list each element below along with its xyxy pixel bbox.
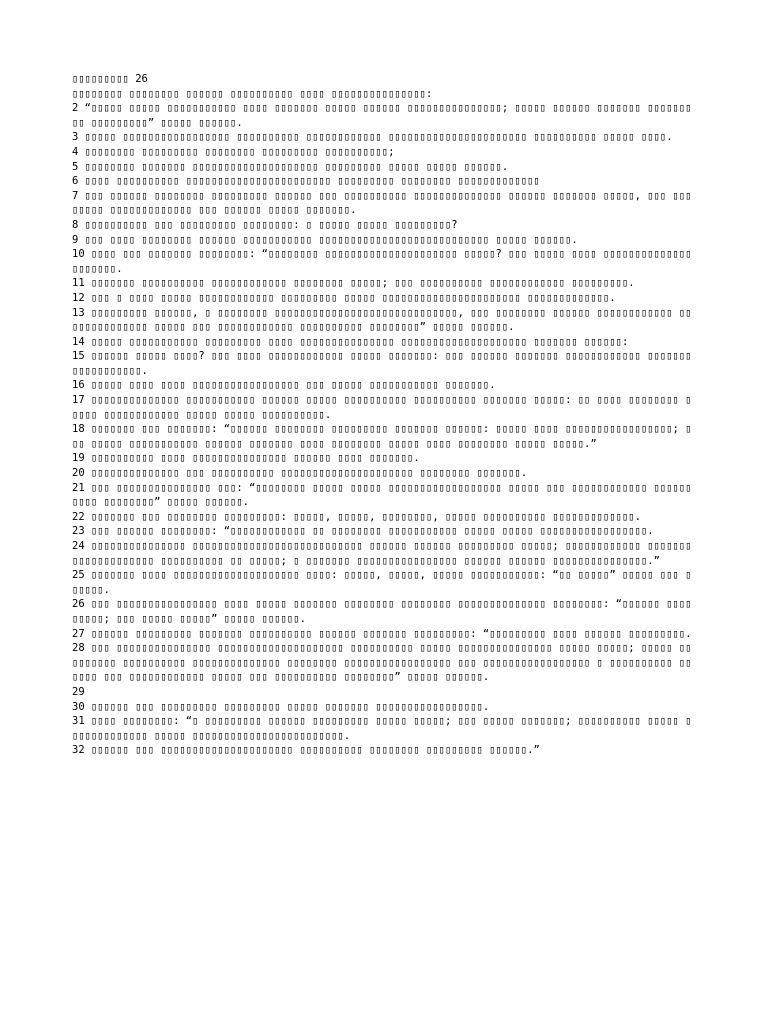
verse-line: 24 ▯▯▯▯▯▯▯▯▯▯▯▯▯▯▯ ▯▯▯▯▯▯▯▯▯▯▯▯▯▯▯▯▯▯▯▯▯▯▯▯▯▯▯ ▯▯▯▯▯▯ ▯▯▯▯▯▯ ▯▯▯▯▯▯▯▯▯ ▯▯▯▯▯; ▯▯▯▯▯▯▯▯▯▯▯▯ ▯▯▯▯▯▯▯▯▯▯▯▯▯▯▯▯▯▯▯▯ ▯▯▯▯▯▯▯▯▯▯ ▯▯ ▯▯▯▯▯; ▯ ▯▯▯▯▯▯▯ ▯▯▯▯▯▯▯▯▯▯▯▯▯▯▯▯ ▯▯▯▯▯▯ ▯▯▯▯▯▯ ▯▯▯▯▯▯▯▯▯▯▯▯▯▯▯.” <box>72 540 692 567</box>
verse-line: 18 ▯▯▯▯▯▯▯ ▯▯▯ ▯▯▯▯▯▯▯: “▯▯▯▯▯▯ ▯▯▯▯▯▯▯▯ ▯▯▯▯▯▯▯▯▯ ▯▯▯▯▯▯▯ ▯▯▯▯▯▯: ▯▯▯▯▯ ▯▯▯▯ ▯▯▯▯▯▯▯▯▯▯▯▯▯▯▯▯▯; ▯▯▯ ▯▯▯▯▯ ▯▯▯▯▯▯▯▯▯▯▯ ▯▯▯▯▯▯ ▯▯▯▯▯▯▯ ▯▯▯▯ ▯▯▯▯▯▯▯▯ ▯▯▯▯▯ ▯▯▯▯ ▯▯▯▯▯▯▯▯ ▯▯▯▯▯ ▯▯▯▯▯.” <box>72 423 692 450</box>
verse-line: 13 ▯▯▯▯▯▯▯▯▯ ▯▯▯▯▯▯, ▯ ▯▯▯▯▯▯▯▯ ▯▯▯▯▯▯▯▯▯▯▯▯▯▯▯▯▯▯▯▯▯▯▯▯▯▯▯▯▯, ▯▯▯ ▯▯▯▯▯▯▯▯ ▯▯▯▯▯▯ ▯▯▯▯▯▯▯▯▯▯▯▯ ▯▯▯▯▯▯▯▯▯▯▯▯▯▯ ▯▯▯▯▯ ▯▯▯ ▯▯▯▯▯▯▯▯▯▯▯▯ ▯▯▯▯▯▯▯▯▯▯ ▯▯▯▯▯▯▯▯” ▯▯▯▯▯ ▯▯▯▯▯▯. <box>72 306 692 334</box>
chapter-heading: ▯▯▯▯▯▯▯▯▯ 26 <box>72 73 148 85</box>
verse-list <box>72 101 696 758</box>
verse-line: 31 ▯▯▯▯ ▯▯▯▯▯▯▯▯: “▯ ▯▯▯▯▯▯▯▯▯ ▯▯▯▯▯▯ ▯▯▯▯▯▯▯▯▯ ▯▯▯▯▯ ▯▯▯▯▯; ▯▯▯ ▯▯▯▯▯ ▯▯▯▯▯▯▯; ▯▯▯▯▯▯▯▯▯▯ ▯▯▯▯▯ ▯▯▯▯▯▯▯▯▯▯▯▯▯ ▯▯▯▯▯ ▯▯▯▯▯▯▯▯▯▯▯▯▯▯▯▯▯▯▯▯▯▯▯▯. <box>72 715 692 742</box>
verse-line: 14 ▯▯▯▯▯ ▯▯▯▯▯▯▯▯▯▯▯ ▯▯▯▯▯▯▯▯▯ ▯▯▯▯ ▯▯▯▯▯▯▯▯▯▯▯▯▯▯▯ ▯▯▯▯▯▯▯▯▯▯▯▯▯▯▯▯▯▯▯▯ ▯▯▯▯▯▯▯ ▯▯▯▯▯▯: <box>72 335 629 348</box>
verse-line: 12 ▯▯▯ ▯ ▯▯▯▯ ▯▯▯▯▯ ▯▯▯▯▯▯▯▯▯▯▯▯ ▯▯▯▯▯▯▯▯▯ ▯▯▯▯▯ ▯▯▯▯▯▯▯▯▯▯▯▯▯▯▯▯▯▯▯▯▯▯ ▯▯▯▯▯▯▯▯▯▯▯▯▯. <box>72 291 616 304</box>
verse-line: 3 ▯▯▯▯▯ ▯▯▯▯▯▯▯▯▯▯▯▯▯▯▯▯▯ ▯▯▯▯▯▯▯▯▯▯ ▯▯▯▯▯▯▯▯▯▯▯▯ ▯▯▯▯▯▯▯▯▯▯▯▯▯▯▯▯▯▯▯▯▯▯ ▯▯▯▯▯▯▯▯▯▯ ▯▯▯▯▯ ▯▯▯▯. <box>72 131 673 144</box>
verse-line: 4 ▯▯▯▯▯▯▯▯ ▯▯▯▯▯▯▯▯▯ ▯▯▯▯▯▯▯▯ ▯▯▯▯▯▯▯▯▯ ▯▯▯▯▯▯▯▯▯▯; <box>72 145 395 158</box>
verse-line: 8 ▯▯▯▯▯▯▯▯▯▯ ▯▯▯ ▯▯▯▯▯▯▯▯▯ ▯▯▯▯▯▯▯▯: ▯ ▯▯▯▯▯ ▯▯▯▯▯ ▯▯▯▯▯▯▯▯▯? <box>72 218 458 231</box>
verse-line: 15 ▯▯▯▯▯▯ ▯▯▯▯▯ ▯▯▯▯? ▯▯▯ ▯▯▯▯ ▯▯▯▯▯▯▯▯▯▯▯▯ ▯▯▯▯▯ ▯▯▯▯▯▯▯: ▯▯▯ ▯▯▯▯▯▯ ▯▯▯▯▯▯▯ ▯▯▯▯▯▯▯▯▯▯▯▯ ▯▯▯▯▯▯▯▯▯▯▯▯▯▯▯▯▯▯. <box>72 350 692 377</box>
intro-line: ▯▯▯▯▯▯▯▯ ▯▯▯▯▯▯▯▯ ▯▯▯▯▯▯ ▯▯▯▯▯▯▯▯▯▯ ▯▯▯▯ ▯▯▯▯▯▯▯▯▯▯▯▯▯▯▯: <box>72 87 433 100</box>
verse-line: 21 ▯▯▯ ▯▯▯▯▯▯▯▯▯▯▯▯▯▯▯ ▯▯▯: “▯▯▯▯▯▯▯▯ ▯▯▯▯▯ ▯▯▯▯▯ ▯▯▯▯▯▯▯▯▯▯▯▯▯▯▯▯▯▯ ▯▯▯▯▯ ▯▯▯ ▯▯▯▯▯▯▯▯▯▯▯▯ ▯▯▯▯▯▯▯▯▯▯ ▯▯▯▯▯▯▯▯” ▯▯▯▯▯ ▯▯▯▯▯▯. <box>72 481 692 509</box>
document-page <box>72 72 696 758</box>
verse-line: 19 ▯▯▯▯▯▯▯▯▯▯ ▯▯▯▯ ▯▯▯▯▯▯▯▯▯▯▯▯▯▯▯ ▯▯▯▯▯▯ ▯▯▯▯ ▯▯▯▯▯▯▯. <box>72 452 420 465</box>
verse-line: 23 ▯▯▯ ▯▯▯▯▯▯ ▯▯▯▯▯▯▯▯: “▯▯▯▯▯▯▯▯▯▯▯▯ ▯▯ ▯▯▯▯▯▯▯▯ ▯▯▯▯▯▯▯▯▯▯▯ ▯▯▯▯▯ ▯▯▯▯▯ ▯▯▯▯▯▯▯▯▯▯▯▯▯▯▯▯▯. <box>72 525 654 538</box>
verse-line: 2 “▯▯▯▯▯ ▯▯▯▯▯ ▯▯▯▯▯▯▯▯▯▯▯ ▯▯▯▯ ▯▯▯▯▯▯▯ ▯▯▯▯▯ ▯▯▯▯▯▯ ▯▯▯▯▯▯▯▯▯▯▯▯▯▯▯; ▯▯▯▯▯ ▯▯▯▯▯▯ ▯▯▯▯▯▯▯ ▯▯▯▯▯▯▯▯▯ ▯▯▯▯▯▯▯▯▯” ▯▯▯▯▯ ▯▯▯▯▯▯. <box>72 102 692 129</box>
verse-line: 32 ▯▯▯▯▯▯ ▯▯▯ ▯▯▯▯▯▯▯▯▯▯▯▯▯▯▯▯▯▯▯▯▯ ▯▯▯▯▯▯▯▯▯▯ ▯▯▯▯▯▯▯▯ ▯▯▯▯▯▯▯▯▯ ▯▯▯▯▯▯.” <box>72 744 540 757</box>
verse-line: 20 ▯▯▯▯▯▯▯▯▯▯▯▯▯▯ ▯▯▯ ▯▯▯▯▯▯▯▯▯▯ ▯▯▯▯▯▯▯▯▯▯▯▯▯▯▯▯▯▯▯▯▯ ▯▯▯▯▯▯▯▯ ▯▯▯▯▯▯▯. <box>72 467 528 480</box>
verse-line: 17 ▯▯▯▯▯▯▯▯▯▯▯▯▯▯ ▯▯▯▯▯▯▯▯▯▯▯ ▯▯▯▯▯▯ ▯▯▯▯▯ ▯▯▯▯▯▯▯▯▯▯ ▯▯▯▯▯▯▯▯▯▯ ▯▯▯▯▯▯▯ ▯▯▯▯▯: ▯▯ ▯▯▯▯ ▯▯▯▯▯▯▯▯ ▯▯▯▯▯ ▯▯▯▯▯▯▯▯▯▯▯▯ ▯▯▯▯▯ ▯▯▯▯▯ ▯▯▯▯▯▯▯▯▯▯. <box>72 394 692 421</box>
verse-line: 29 <box>72 685 85 698</box>
verse-line: 6 ▯▯▯▯ ▯▯▯▯▯▯▯▯▯▯ ▯▯▯▯▯▯▯▯▯▯▯▯▯▯▯▯▯▯▯▯▯▯▯ ▯▯▯▯▯▯▯▯▯ ▯▯▯▯▯▯▯▯ ▯▯▯▯▯▯▯▯▯▯▯▯▯ <box>72 175 540 188</box>
verse-line: 26 ▯▯▯ ▯▯▯▯▯▯▯▯▯▯▯▯▯▯▯▯ ▯▯▯▯ ▯▯▯▯▯ ▯▯▯▯▯▯▯ ▯▯▯▯▯▯▯▯ ▯▯▯▯▯▯▯▯ ▯▯▯▯▯▯▯▯▯▯▯▯▯▯ ▯▯▯▯▯▯▯▯: “▯▯▯▯▯▯ ▯▯▯▯▯▯▯▯▯; ▯▯▯ ▯▯▯▯▯ ▯▯▯▯▯” ▯▯▯▯▯ ▯▯▯▯▯▯. <box>72 598 692 625</box>
verse-line: 22 ▯▯▯▯▯▯▯ ▯▯▯ ▯▯▯▯▯▯▯▯ ▯▯▯▯▯▯▯▯▯: ▯▯▯▯▯, ▯▯▯▯▯, ▯▯▯▯▯▯▯▯, ▯▯▯▯▯ ▯▯▯▯▯▯▯▯▯▯ ▯▯▯▯▯▯▯▯▯▯▯▯▯. <box>72 510 641 523</box>
verse-line: 7 ▯▯▯ ▯▯▯▯▯▯ ▯▯▯▯▯▯▯▯ ▯▯▯▯▯▯▯▯▯ ▯▯▯▯▯▯ ▯▯▯ ▯▯▯▯▯▯▯▯▯▯ ▯▯▯▯▯▯▯▯▯▯▯▯▯▯ ▯▯▯▯▯▯ ▯▯▯▯▯▯▯ ▯▯▯▯▯, ▯▯▯ ▯▯▯▯▯▯▯▯ ▯▯▯▯▯▯▯▯▯▯▯▯▯ ▯▯▯ ▯▯▯▯▯▯ ▯▯▯▯▯ ▯▯▯▯▯▯▯. <box>72 189 692 217</box>
verse-line: 27 ▯▯▯▯▯▯ ▯▯▯▯▯▯▯▯▯ ▯▯▯▯▯▯▯ ▯▯▯▯▯▯▯▯▯▯ ▯▯▯▯▯▯ ▯▯▯▯▯▯▯ ▯▯▯▯▯▯▯▯▯: “▯▯▯▯▯▯▯▯▯ ▯▯▯▯ ▯▯▯▯▯▯ ▯▯▯▯▯▯▯▯▯. <box>72 627 692 640</box>
verse-line: 5 ▯▯▯▯▯▯▯▯ ▯▯▯▯▯▯▯ ▯▯▯▯▯▯▯▯▯▯▯▯▯▯▯▯▯▯▯▯ ▯▯▯▯▯▯▯▯▯ ▯▯▯▯▯ ▯▯▯▯▯ ▯▯▯▯▯▯. <box>72 160 509 173</box>
verse-line: 30 ▯▯▯▯▯▯ ▯▯▯ ▯▯▯▯▯▯▯▯▯ ▯▯▯▯▯▯▯▯▯ ▯▯▯▯▯ ▯▯▯▯▯▯▯ ▯▯▯▯▯▯▯▯▯▯▯▯▯▯▯▯▯. <box>72 700 490 713</box>
verse-line: 10 ▯▯▯▯ ▯▯▯ ▯▯▯▯▯▯▯ ▯▯▯▯▯▯▯▯: “▯▯▯▯▯▯▯▯ ▯▯▯▯▯▯▯▯▯▯▯▯▯▯▯▯▯▯▯▯▯ ▯▯▯▯▯? ▯▯▯ ▯▯▯▯▯ ▯▯▯▯ ▯▯▯▯▯▯▯▯▯▯▯▯▯▯ ▯▯▯▯▯▯▯. <box>72 248 698 275</box>
verse-line: 9 ▯▯▯ ▯▯▯▯ ▯▯▯▯▯▯▯▯ ▯▯▯▯▯▯ ▯▯▯▯▯▯▯▯▯▯▯ ▯▯▯▯▯▯▯▯▯▯▯▯▯▯▯▯▯▯▯▯▯▯▯▯▯▯▯ ▯▯▯▯▯ ▯▯▯▯▯▯. <box>72 233 578 246</box>
verse-line: 25 ▯▯▯▯▯▯▯ ▯▯▯▯ ▯▯▯▯▯▯▯▯▯▯▯▯▯▯▯▯▯▯▯▯ ▯▯▯▯: ▯▯▯▯▯, ▯▯▯▯▯, ▯▯▯▯▯ ▯▯▯▯▯▯▯▯▯▯▯: “▯▯ ▯▯▯▯▯” ▯▯▯▯▯ ▯▯▯ ▯▯▯▯▯▯. <box>72 569 692 596</box>
verse-line: 28 ▯▯▯ ▯▯▯▯▯▯▯▯▯▯▯▯▯▯▯ ▯▯▯▯▯▯▯▯▯▯▯▯▯▯▯▯▯▯▯▯ ▯▯▯▯▯▯▯▯▯▯ ▯▯▯▯▯ ▯▯▯▯▯▯▯▯▯▯▯▯▯▯▯ ▯▯▯▯▯ ▯▯▯▯▯; ▯▯▯▯▯ ▯▯▯▯▯▯▯▯▯ ▯▯▯▯▯▯▯▯▯▯ ▯▯▯▯▯▯▯▯▯▯▯▯▯▯ ▯▯▯▯▯▯▯▯ ▯▯▯▯▯▯▯▯▯▯▯▯▯▯▯▯▯ ▯▯▯ ▯▯▯▯▯▯▯▯▯▯▯▯▯▯▯▯▯ ▯ ▯▯▯▯▯▯▯▯▯▯ ▯▯▯▯▯▯ ▯▯▯ ▯▯▯▯▯▯▯▯▯▯▯▯ ▯▯▯▯▯ ▯▯▯ ▯▯▯▯▯▯▯▯▯▯ ▯▯▯▯▯▯▯▯” ▯▯▯▯▯ ▯▯▯▯▯▯. <box>72 642 692 684</box>
verse-line: 11 ▯▯▯▯▯▯▯ ▯▯▯▯▯▯▯▯▯▯ ▯▯▯▯▯▯▯▯▯▯▯▯ ▯▯▯▯▯▯▯▯ ▯▯▯▯▯; ▯▯▯ ▯▯▯▯▯▯▯▯▯▯ ▯▯▯▯▯▯▯▯▯▯▯▯ ▯▯▯▯▯▯▯▯▯. <box>72 277 635 290</box>
verse-line: 16 ▯▯▯▯▯ ▯▯▯▯ ▯▯▯▯ ▯▯▯▯▯▯▯▯▯▯▯▯▯▯▯▯▯ ▯▯▯ ▯▯▯▯▯ ▯▯▯▯▯▯▯▯▯▯▯ ▯▯▯▯▯▯▯. <box>72 379 496 392</box>
